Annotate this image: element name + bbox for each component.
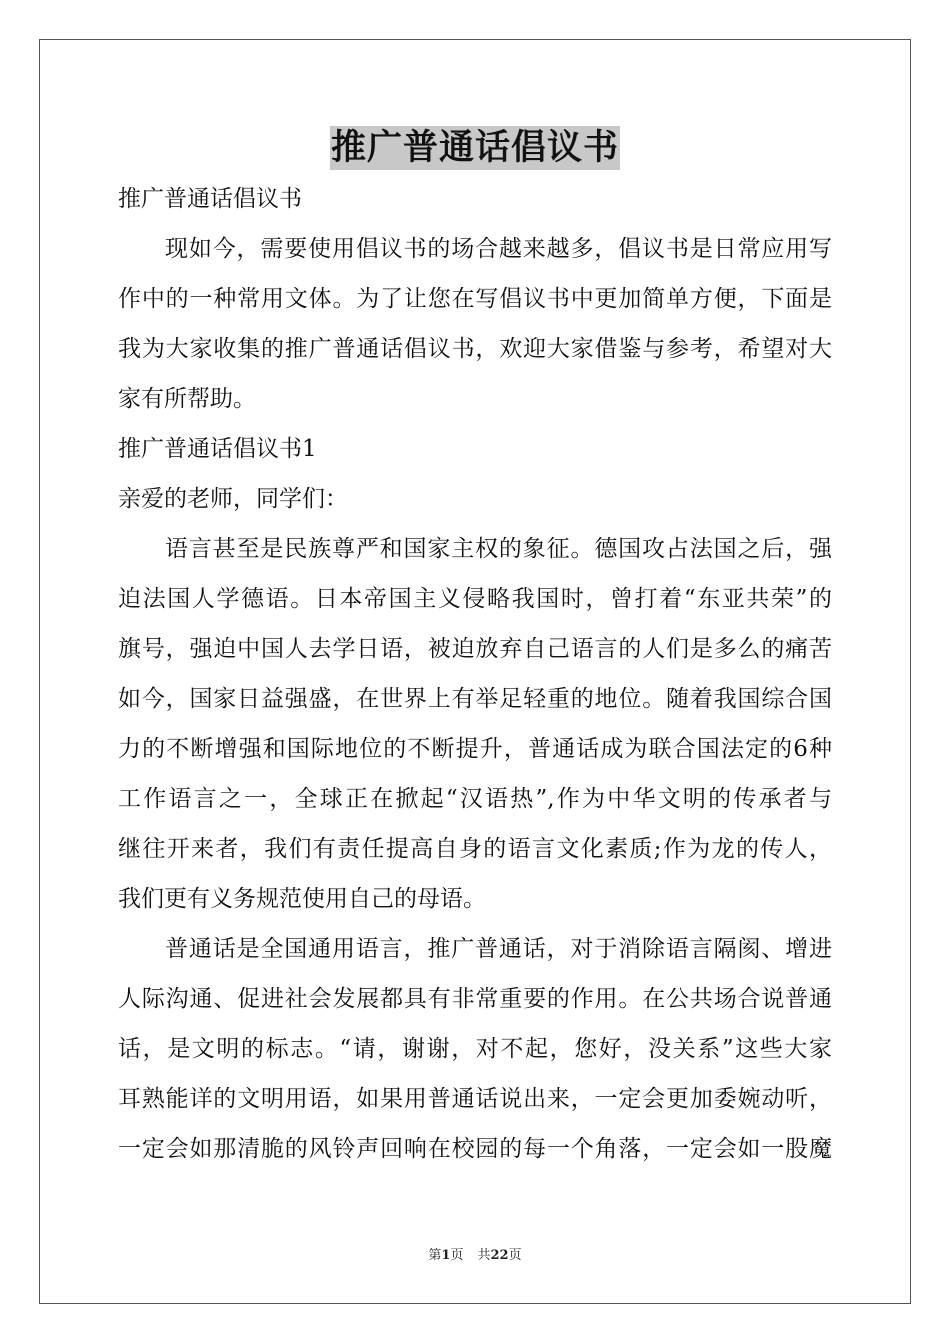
section-heading: 推广普通话倡议书1 [118, 436, 317, 462]
paragraph-line: 力的不断增强和国际地位的不断提升，普通话成为联合国法定的6种 [118, 736, 832, 762]
intro-line: 家有所帮助。 [118, 386, 256, 412]
total-suffix: 页 [508, 1248, 522, 1263]
page-suffix: 页 [450, 1248, 464, 1263]
total-prefix: 共 [477, 1248, 491, 1263]
page-footer [0, 1246, 950, 1266]
paragraph-line: 如今，国家日益强盛，在世界上有举足轻重的地位。随着我国综合国 [118, 686, 832, 712]
paragraph-line: 人际沟通、促进社会发展都具有非常重要的作用。在公共场合说普通 [118, 986, 832, 1012]
document-title: 推广普通话倡议书 [330, 128, 619, 168]
paragraph-line: 继往开来者，我们有责任提高自身的语言文化素质;作为龙的传人， [118, 836, 832, 862]
title-container [0, 126, 950, 170]
intro-paragraph [118, 224, 832, 424]
intro-line: 作中的一种常用文体。为了让您在写倡议书中更加简单方便，下面是 [118, 286, 832, 312]
paragraph-line: 话，是文明的标志。“请，谢谢，对不起，您好，没关系”这些大家 [118, 1036, 832, 1062]
total-pages: 22 [490, 1248, 509, 1263]
intro-line: 我为大家收集的推广普通话倡议书，欢迎大家借鉴与参考，希望对大 [118, 336, 832, 362]
paragraph-line: 迫法国人学德语。日本帝国主义侵略我国时，曾打着“东亚共荣”的 [118, 586, 832, 612]
body-paragraph-2 [118, 924, 832, 1174]
intro-line: 现如今，需要使用倡议书的场合越来越多，倡议书是日常应用写 [165, 236, 832, 262]
paragraph-line: 我们更有义务规范使用自己的母语。 [118, 886, 486, 912]
paragraph-line: 普通话是全国通用语言，推广普通话，对于消除语言隔阂、增进 [165, 936, 832, 962]
page-number: 1 [441, 1248, 451, 1263]
paragraph-line: 旗号，强迫中国人去学日语，被迫放弃自己语言的人们是多么的痛苦 [118, 636, 832, 662]
paragraph-line: 耳熟能详的文明用语，如果用普通话说出来，一定会更加委婉动听， [118, 1086, 832, 1112]
page-prefix: 第 [428, 1248, 442, 1263]
salutation: 亲爱的老师，同学们： [118, 486, 348, 512]
subtitle: 推广普通话倡议书 [118, 186, 302, 212]
document-body [118, 174, 832, 1174]
paragraph-line: 工作语言之一，全球正在掀起“汉语热”,作为中华文明的传承者与 [118, 786, 832, 812]
body-paragraph-1 [118, 524, 832, 924]
paragraph-line: 一定会如那清脆的风铃声回响在校园的每一个角落，一定会如一股魔 [118, 1136, 832, 1162]
paragraph-line: 语言甚至是民族尊严和国家主权的象征。德国攻占法国之后，强 [165, 536, 832, 562]
